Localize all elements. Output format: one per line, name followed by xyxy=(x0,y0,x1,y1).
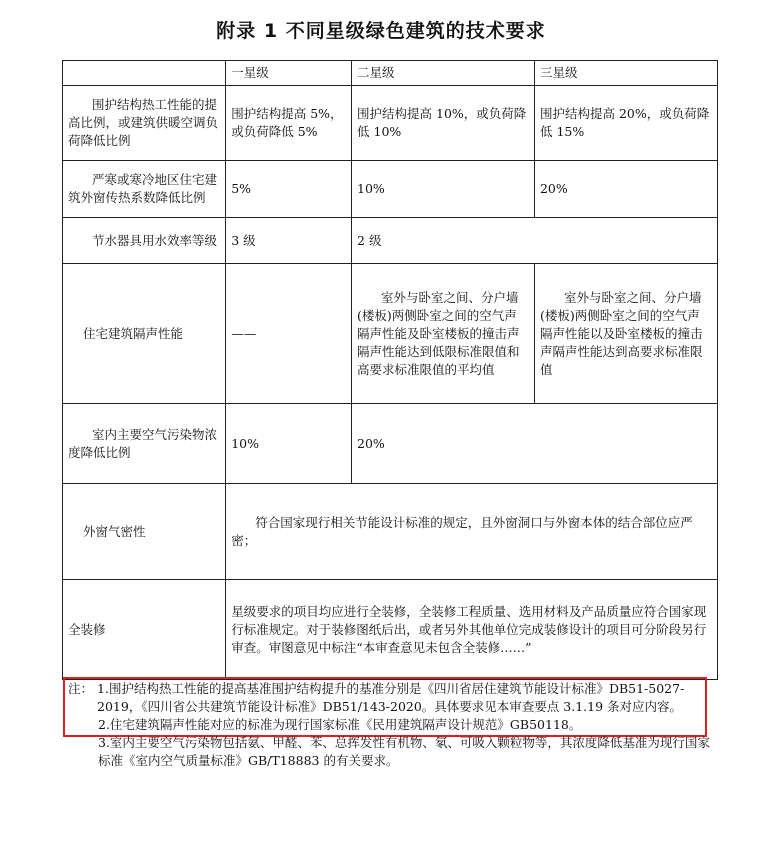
page-title: 附录 1 不同星级绿色建筑的技术要求 xyxy=(216,20,546,42)
cell-merged: 符合国家现行相关节能设计标准的规定，且外窗洞口与外窗本体的结合部位应严密； xyxy=(226,484,718,580)
requirements-table xyxy=(62,60,718,680)
table-row xyxy=(63,404,718,484)
table-row xyxy=(63,484,718,580)
header-three-star: 三星级 xyxy=(534,61,717,86)
cell-three-star: 20% xyxy=(534,161,717,218)
cell-one-star: 3 级 xyxy=(226,218,352,264)
note-text: 1.围护结构热工性能的提高基准围护结构提升的基准分别是《四川省居住建筑节能设计标准》DB51-5027-2019，《四川省公共建筑节能设计标准》DB51/143-2020。具体要求见本审查要点 3.1.19 条对应内容。 xyxy=(97,681,685,714)
table-header-row xyxy=(63,61,718,86)
table-row xyxy=(63,86,718,161)
row-label: 全装修 xyxy=(63,580,226,680)
note-item-3: 3.室内主要空气污染物包括氨、甲醛、苯、总挥发性有机物、氡、可吸入颗粒物等，其浓度降低基准为现行国家标准《室内空气质量标准》GB/T18883 的有关要求。 xyxy=(98,735,710,768)
table-row xyxy=(63,161,718,218)
header-one-star: 一星级 xyxy=(226,61,352,86)
row-label: 外窗气密性 xyxy=(63,484,226,580)
notes-prefix: 注： xyxy=(68,681,94,696)
note-item-1 xyxy=(68,680,718,716)
cell-merged: 星级要求的项目均应进行全装修，全装修工程质量、选用材料及产品质量应符合国家现行标准规定。对于装修图纸后出，或者另外其他单位完成装修设计的项目可分阶段另行审查。审图意见中标注“本审查意见未包含全装修……” xyxy=(226,580,718,680)
cell-two-star: 室外与卧室之间、分户墙(楼板)两侧卧室之间的空气声隔声性能及卧室楼板的撞击声隔声性能达到低限标准限值和高要求标准限值的平均值 xyxy=(352,264,535,404)
header-cell-empty xyxy=(63,61,226,86)
cell-two-three-star: 20% xyxy=(352,404,718,484)
cell-two-star: 10% xyxy=(352,161,535,218)
cell-one-star: 5% xyxy=(226,161,352,218)
row-label: 严寒或寒冷地区住宅建筑外窗传热系数降低比例 xyxy=(63,161,226,218)
cell-three-star: 室外与卧室之间、分户墙(楼板)两侧卧室之间的空气声隔声性能以及卧室楼板的撞击声隔声性能达到高要求标准限值 xyxy=(534,264,717,404)
table-row xyxy=(63,218,718,264)
cell-two-star: 围护结构提高 10%，或负荷降低 10% xyxy=(352,86,535,161)
row-label: 室内主要空气污染物浓度降低比例 xyxy=(63,404,226,484)
cell-one-star: —— xyxy=(226,264,352,404)
row-label: 住宅建筑隔声性能 xyxy=(63,264,226,404)
row-label: 节水器具用水效率等级 xyxy=(63,218,226,264)
cell-two-three-star: 2 级 xyxy=(352,218,718,264)
notes-section xyxy=(68,680,718,770)
header-two-star: 二星级 xyxy=(352,61,535,86)
cell-three-star: 围护结构提高 20%，或负荷降低 15% xyxy=(534,86,717,161)
cell-one-star: 围护结构提高 5%，或负荷降低 5% xyxy=(226,86,352,161)
table-row xyxy=(63,264,718,404)
note-item-2: 2.住宅建筑隔声性能对应的标准为现行国家标准《民用建筑隔声设计规范》GB50118。 xyxy=(98,717,582,732)
cell-one-star: 10% xyxy=(226,404,352,484)
row-label: 围护结构热工性能的提高比例，或建筑供暖空调负荷降低比例 xyxy=(63,86,226,161)
table-row xyxy=(63,580,718,680)
